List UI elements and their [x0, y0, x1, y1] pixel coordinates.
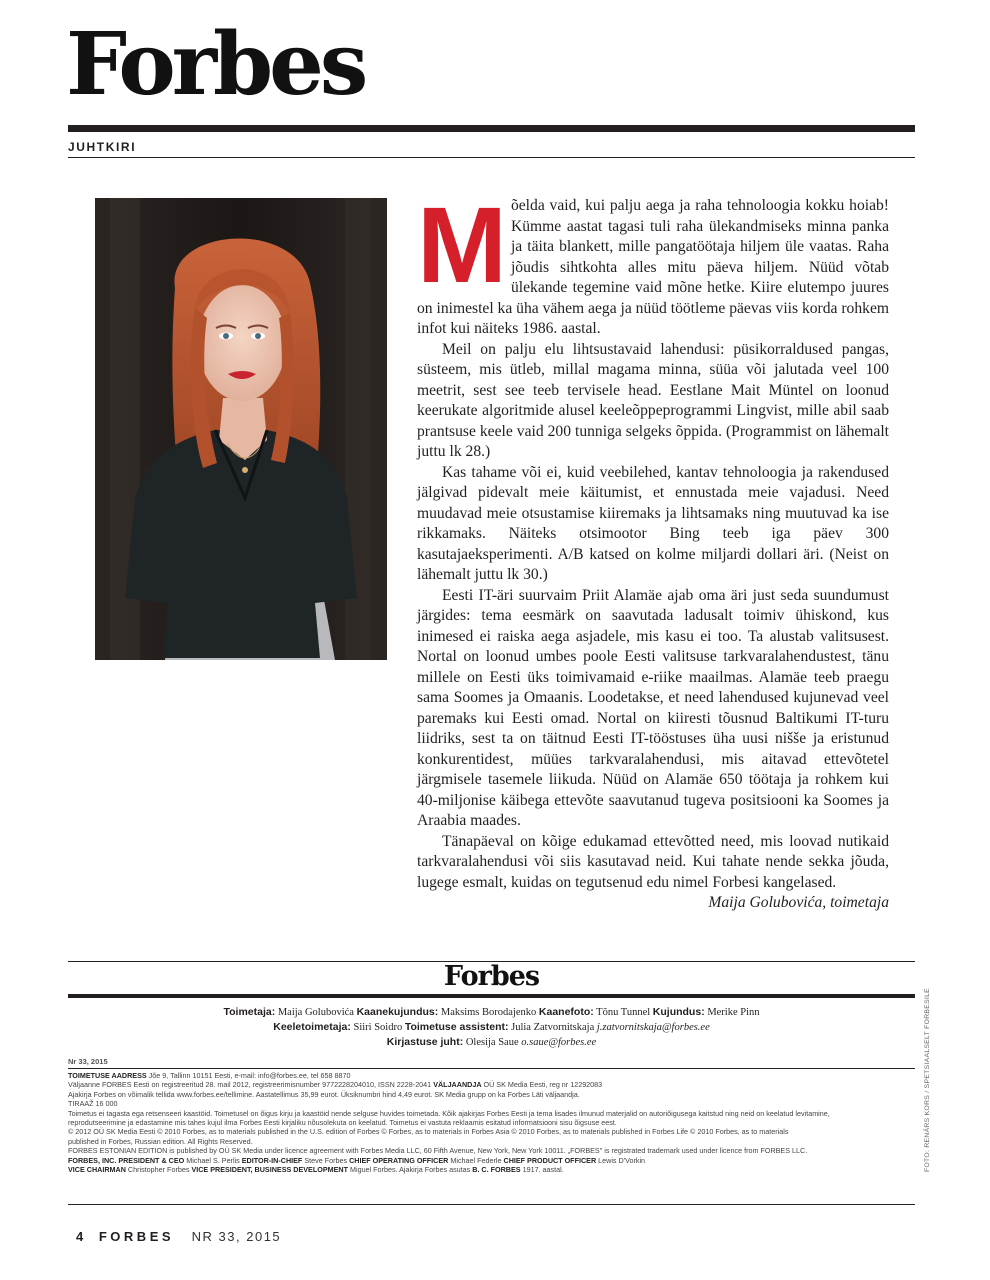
section-label: JUHTKIRI: [68, 140, 137, 154]
article-paragraph-2: Meil on palju elu lihtsustavaid lahendusi: püsikorraldused pangas, süsteem, mis ütleb, millal magama minna, süüa või jalutada veel 100 meetrit, sest see teeb tervisele head. Eestlane Mait Müntel on loonud keerukate algoritmide alusel keeleõppeprogrammi Lingvist, mille abil saab prantsuse keele vaid 200 tunniga selgeks õppida. (Programmist on lähemalt juttu lk 28.): [417, 340, 889, 460]
credits-line-1: [68, 1005, 915, 1020]
imprint-rule: [68, 994, 915, 998]
credit-value: Olesija Saue: [465, 1037, 519, 1048]
issue-number: Nr 33, 2015: [68, 1057, 108, 1066]
credit-email-link[interactable]: o.saue@forbes.ee: [521, 1037, 597, 1048]
credit-label: Keeletoimetaja:: [273, 1021, 351, 1033]
credit-value: Julia Zatvornitskaja: [511, 1022, 595, 1033]
fine-line: TIRAAŽ 16 000: [68, 1099, 118, 1109]
credit-label: Toimetaja:: [223, 1006, 276, 1018]
fine-line: [68, 1080, 908, 1089]
paragraph-1-text: õelda vaid, kui palju aega ja raha tehnoloogia kokku hoiab! Kümme aastat tagasi tuli raha ülekandmiseks minna panka ja täita blankett, mille pangatöötaja hiljem üle vaatas. Raha jõudis sihtkohta alles mitu päeva hiljem. Nüüd võtab ülekande tegemine vaid mõne hetke. Kiire elutempo juures on inimestel ka üha vähem aega ja nüüd töötleme päevas viis korda rohkem infot kui näiteks 1986. aastal.: [417, 197, 890, 337]
folio-issue: NR 33, 2015: [191, 1229, 282, 1244]
fine-line: [68, 1071, 908, 1080]
fine-text: OÜ SK Media Eesti, reg nr 12292083: [483, 1080, 603, 1090]
fine-label: VICE CHAIRMAN: [68, 1165, 126, 1175]
fine-label: CHIEF OPERATING OFFICER: [349, 1155, 449, 1165]
editorial-article: [417, 184, 890, 914]
fine-line: © 2012 OÜ SK Media Eesti © 2010 Forbes, as to materials published in the U.S. edition of Forbes © Forbes, as to materials in Forbes Asia © 2010 Forbes, as to materials published in Forbes Life © 2010 Forbes, as to materials: [68, 1127, 789, 1137]
fine-text: 1917. aastal.: [522, 1165, 564, 1175]
page-folio: [76, 1229, 281, 1244]
fine-label: TOIMETUSE AADRESS: [68, 1071, 147, 1080]
credits-line-3: [68, 1035, 915, 1050]
drop-cap: M: [417, 184, 505, 305]
fine-line: [68, 1156, 908, 1165]
fine-text: Michael S. Perlis: [186, 1155, 240, 1165]
fine-text: Steve Forbes: [304, 1155, 348, 1165]
article-paragraph-4: Eesti IT-äri suurvaim Priit Alamäe ajab oma äri just seda suundumust järgides: tema eesmärk on saavutada ladusalt toimiv ühiskond, kus inimesed ei raiska aega asjadele, mis kasu ei too. Ta alustab valitsusest. Nortal on loonud umbes poole Eesti valitsuse tarkvaralahendustest, tänu millele on Eesti üks toimivamaid e-riike maailmas. Alamäe teeb praegu sama Soomes ja Omaanis. Loodetakse, et need lahendused kujunevad veel paremaks kui Eesti omad. Nortal on kiiresti tõusnud Baltikumi IT-turu liidriks, sest ta on täitnud Eesti IT-tööstuses üha uusi nišše ja eristunud konkurentidest, müües tarkvaralahendusi, mis aitavad ettevõtetel järgmisele tasemele liikuda. Nüüd on Alamäe 650 töötaja ja rohkem kui 40-miljonise käibega ettevõte saavutanud tugeva positsiooni ka Soomes ja Araabia maades.: [417, 586, 889, 829]
page-number: 4: [76, 1229, 84, 1244]
credit-value: Merike Pinn: [707, 1007, 760, 1018]
credit-email-link[interactable]: j.zatvornitskaja@forbes.ee: [596, 1022, 710, 1033]
legal-fine-print: [68, 1071, 908, 1174]
credit-label: Toimetuse assistent:: [404, 1021, 509, 1033]
forbes-logo: Forbes: [66, 14, 365, 115]
credit-value: Maksims Borodajenko: [440, 1007, 537, 1018]
fine-text: Michael Federle: [450, 1155, 502, 1165]
footer-rule: [68, 1204, 915, 1205]
fine-label: EDITOR-IN-CHIEF: [241, 1155, 303, 1165]
imprint-forbes-logo: Forbes: [443, 961, 540, 992]
credit-value: Maija Golubovića: [277, 1007, 354, 1018]
editor-portrait-photo: [95, 198, 387, 660]
credits-line-2: [68, 1020, 915, 1035]
folio-brand: FORBES: [98, 1229, 175, 1244]
fine-line: Toimetus ei tagasta ega retsenseeri kaastöid. Toimetusel on õigus kirju ja kaastöid nende selguse huvides toimetada. Kõik ajakirjas Forbes Eesti ja tema lisades ilmunud materjalid on autoriõigusega kaitstud ning neid on keelatud levitamine,: [68, 1108, 830, 1118]
fine-text: Väljaanne FORBES Eesti on registreeritud 28. mail 2012, registreerimisnumber 9772228204010, ISSN 2228-2041: [68, 1080, 432, 1090]
credit-value: Siiri Soidro: [353, 1022, 403, 1033]
credit-label: Kujundus:: [652, 1006, 705, 1018]
fine-line: reprodutseerimine ja edastamine mis tahes kujul ilma Forbes Eesti kirjaliku nõusolekuta on keelatud. Toimetus ei vastuta reklaamis esitatud informatsiooni sisu õigsuse eest.: [68, 1118, 617, 1128]
article-paragraph-3: Kas tahame või ei, kuid veebilehed, kantav tehnoloogia ja rakendused jälgivad pidevalt meie käitumist, et ennustada meie vajadusi. Need muudavad meie otsustamise kiiremaks ja lihtsamaks ning muutuvad ka ise rikkamaks. Näiteks otsimootor Bing teeb iga päev 300 kasutajaeksperimenti. A/B katsed on kolme miljardi dollari äri. (Neist on lähemalt juttu lk 30.): [417, 463, 889, 583]
photo-credit: FOTO: RENÄRS KORS / SPETSIAALSELT FORBESILE: [924, 987, 931, 1172]
fine-label: CHIEF PRODUCT OFFICER: [503, 1155, 597, 1165]
fine-line: [68, 1165, 908, 1174]
section-rule: [68, 157, 915, 158]
fine-text: Lewis D'Vorkin: [598, 1155, 646, 1165]
article-paragraph-1: [417, 184, 890, 340]
fine-text: Miguel Forbes. Ajakirja Forbes asutas: [350, 1165, 471, 1175]
author-signature: Maija Golubovića, toimetaja: [708, 894, 889, 911]
portrait-illustration: [95, 198, 387, 660]
imprint-mid-rule: [68, 1068, 915, 1069]
credit-value: Tõnu Tunnel: [596, 1007, 651, 1018]
header-rule: [68, 125, 915, 132]
fine-line: FORBES ESTONIAN EDITION is published by OÜ SK Media under licence agreement with Forbes Media LLC, 60 Fifth Avenue, New York, New York 10011. „FORBES" is registrated trademark used under licence from FORBES LLC.: [68, 1146, 808, 1156]
fine-label: FORBES, INC. PRESIDENT & CEO: [68, 1155, 185, 1165]
credit-label: Kaanekujundus:: [356, 1006, 439, 1018]
credit-label: Kaanefoto:: [538, 1006, 594, 1018]
fine-label: VICE PRESIDENT, BUSINESS DEVELOPMENT: [191, 1165, 348, 1175]
fine-text: Christopher Forbes: [127, 1165, 190, 1175]
fine-label: B. C. FORBES: [472, 1165, 521, 1175]
fine-label: VÄLJAANDJA: [433, 1080, 482, 1090]
credit-label: Kirjastuse juht:: [386, 1036, 464, 1048]
fine-text: Jõe 9, Tallinn 10151 Eesti, e-mail: info@forbes.ee, tel 658 8870: [148, 1071, 351, 1080]
article-paragraph-5: Tänapäeval on kõige edukamad ettevõtted need, mis loovad nutikaid tarkvaralahendusi või siis kasutavad neid. Kui tahate nende sekka jõuda, lugege esmalt, kuidas on tegutsenud edu nimel Forbesi kangelased.: [417, 832, 889, 891]
fine-line: Ajakirja Forbes on võimalik tellida www.forbes.ee/tellimine. Aastatellimus 35,99 eurot. Üksiknumbri hind 4,49 eurot. SK Media grupp on ka Forbes Läti väljaandja.: [68, 1089, 580, 1099]
fine-line: published in Forbes, Russian edition. All Rights Reserved.: [68, 1136, 253, 1146]
